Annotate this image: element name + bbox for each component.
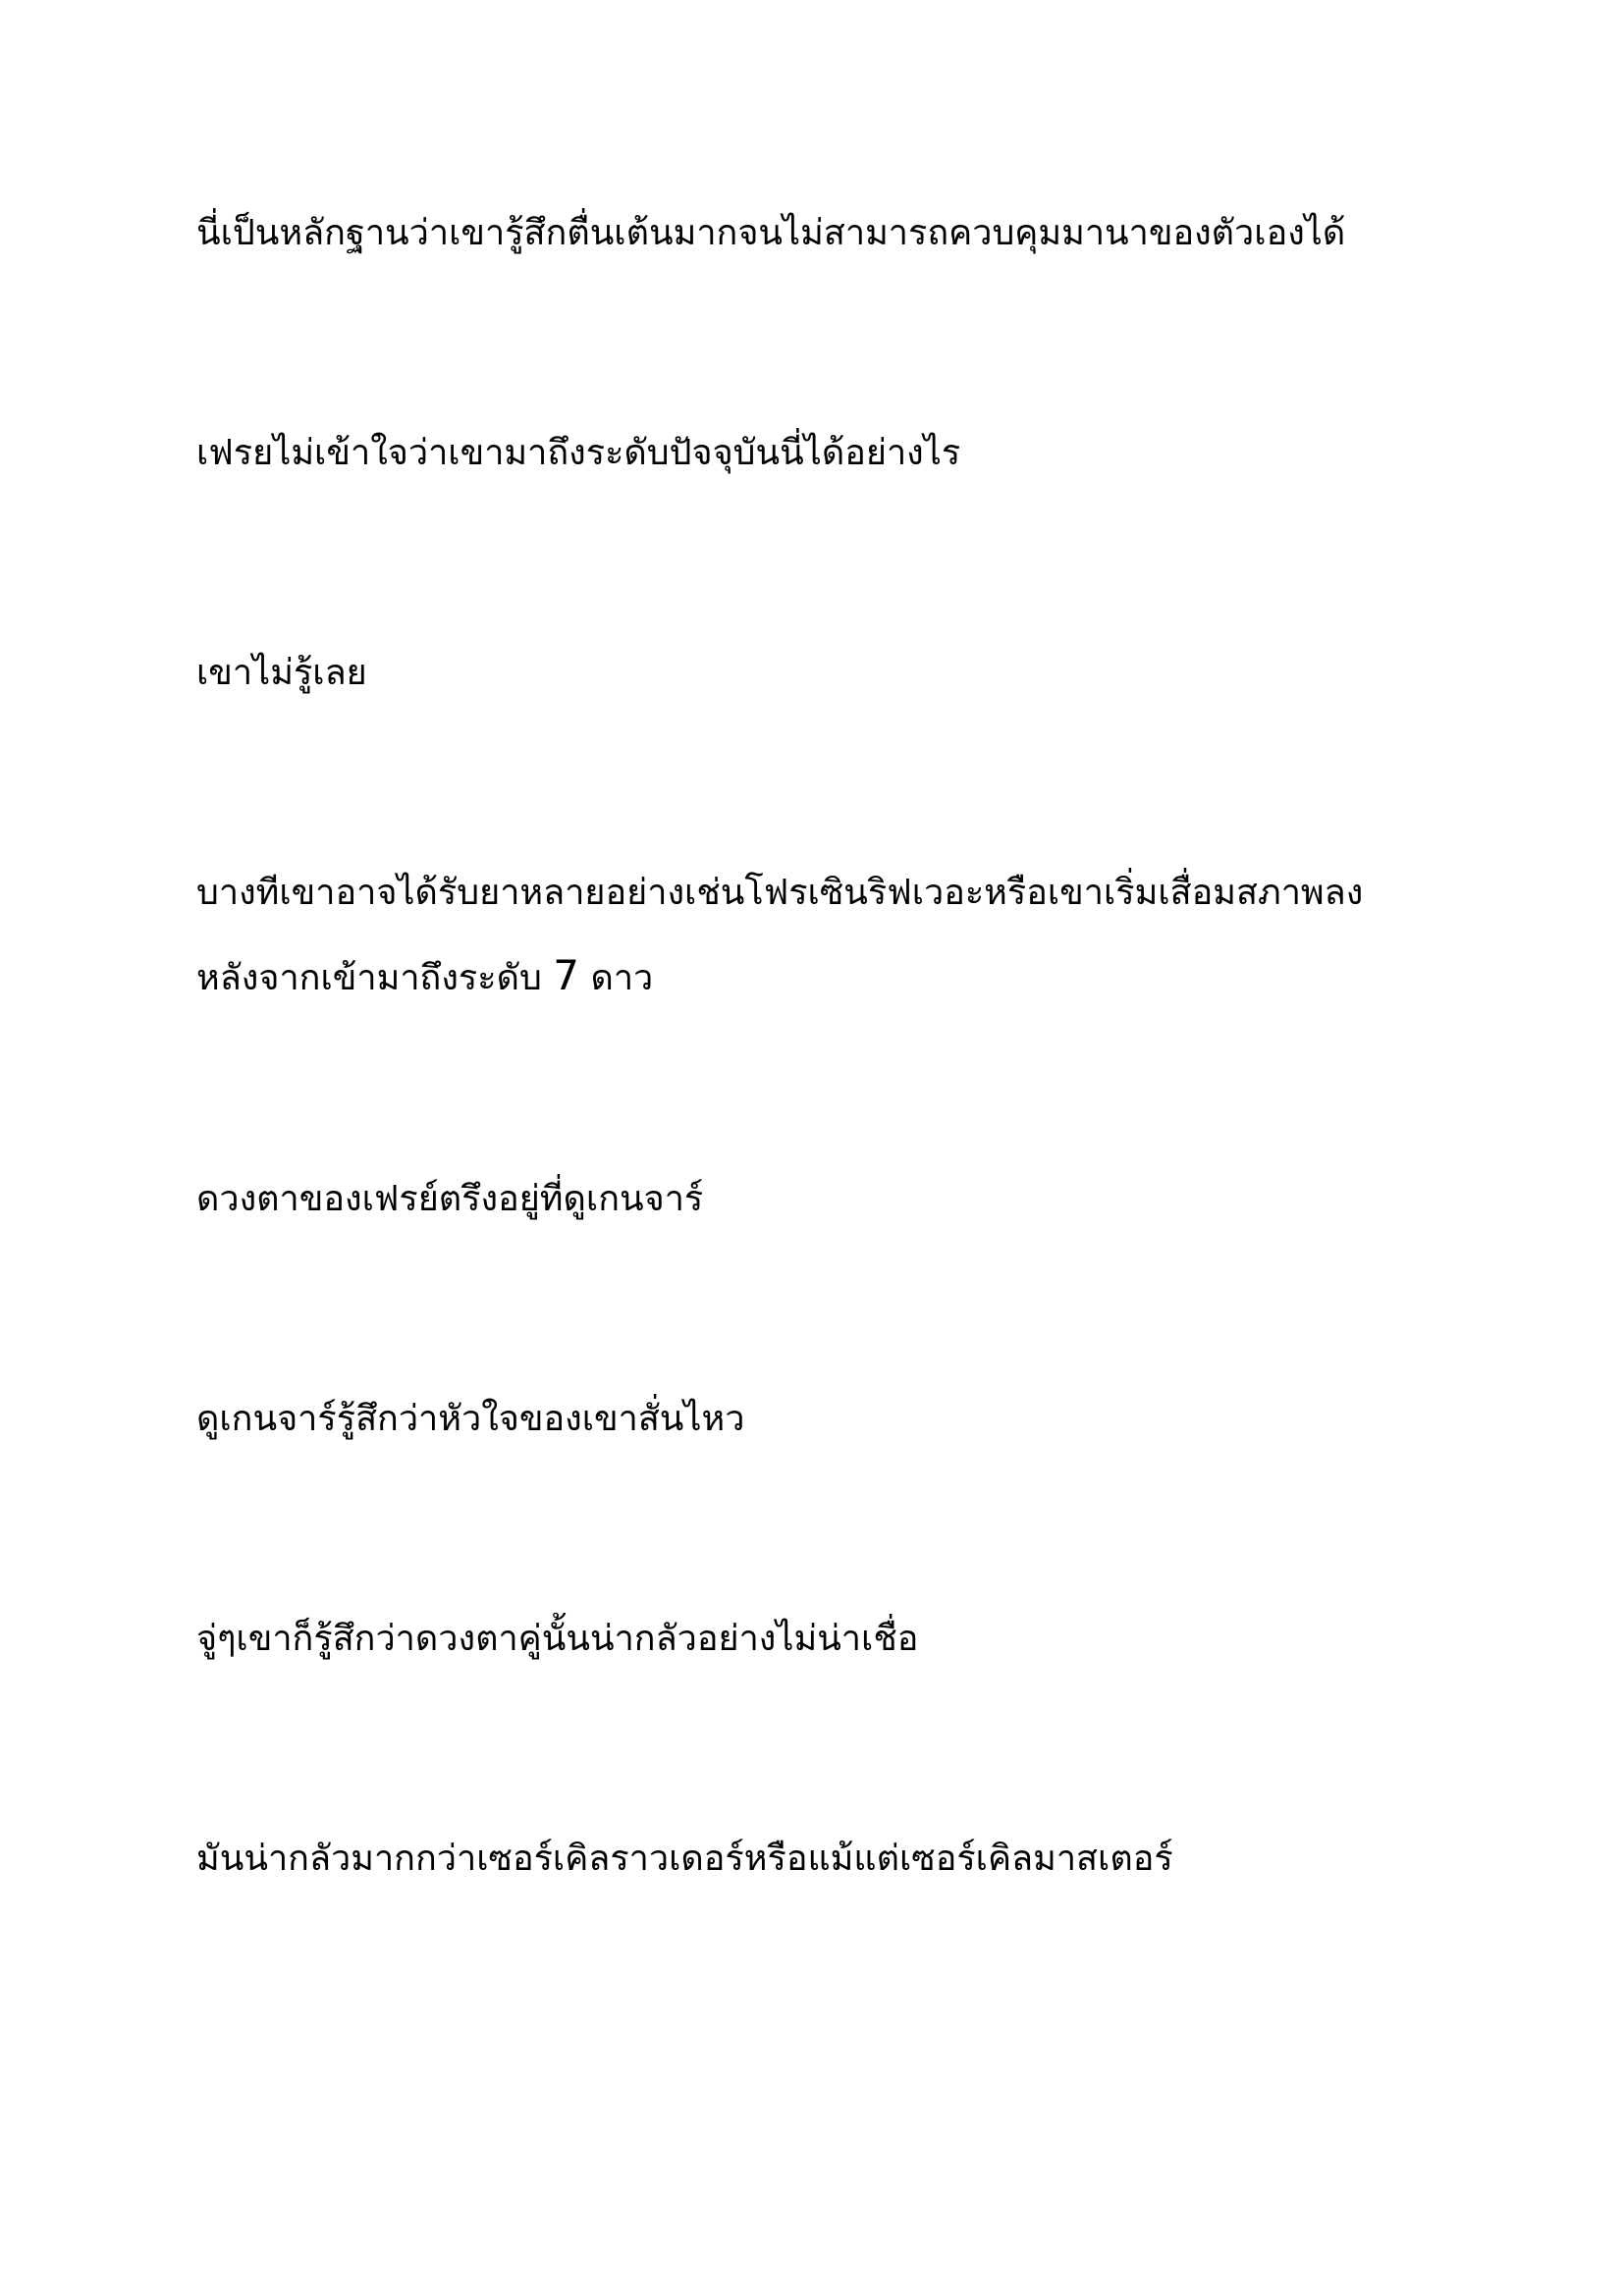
paragraph-2: เฟรยไม่เข้าใจว่าเขามาถึงระดับปัจจุบันนี่ได้อย่างไร bbox=[196, 433, 961, 473]
paragraph-6: ดูเกนจาร์รู้สึกว่าหัวใจของเขาสั่นไหว bbox=[196, 1399, 745, 1439]
paragraph-3: เขาไม่รู้เลย bbox=[196, 653, 367, 693]
paragraph-4-line-2 bbox=[196, 934, 1434, 1020]
star-level-number: 7 bbox=[553, 951, 580, 999]
paragraph-4-line-2-suffix: ดาว bbox=[579, 958, 654, 998]
paragraph-8: มันน่ากลัวมากกว่าเซอร์เคิลราวเดอร์หรือแม้แต่เซอร์เคิลมาสเตอร์ bbox=[196, 1839, 1173, 1879]
paragraph-7: จู่ๆเขาก็รู้สึกว่าดวงตาคู่นั้นน่ากลัวอย่างไม่น่าเชื่อ bbox=[196, 1619, 919, 1659]
paragraph-4-line-1: บางทีเขาอาจได้รับยาหลายอย่างเช่นโฟรเซินริฟเวอะหรือเขาเริ่มเสื่อมสภาพลง bbox=[196, 873, 1364, 913]
paragraph-5: ดวงตาของเฟรย์ตรึงอยู่ที่ดูเกนจาร์ bbox=[196, 1179, 704, 1219]
paragraph-4-line-2-prefix: หลังจากเข้ามาถึงระดับ bbox=[196, 958, 554, 998]
paragraph-1: นี่เป็นหลักฐานว่าเขารู้สึกตื่นเต้นมากจนไม่สามารถควบคุมมานาของตัวเองได้ bbox=[196, 213, 1346, 253]
paragraph-4 bbox=[196, 852, 1434, 1020]
